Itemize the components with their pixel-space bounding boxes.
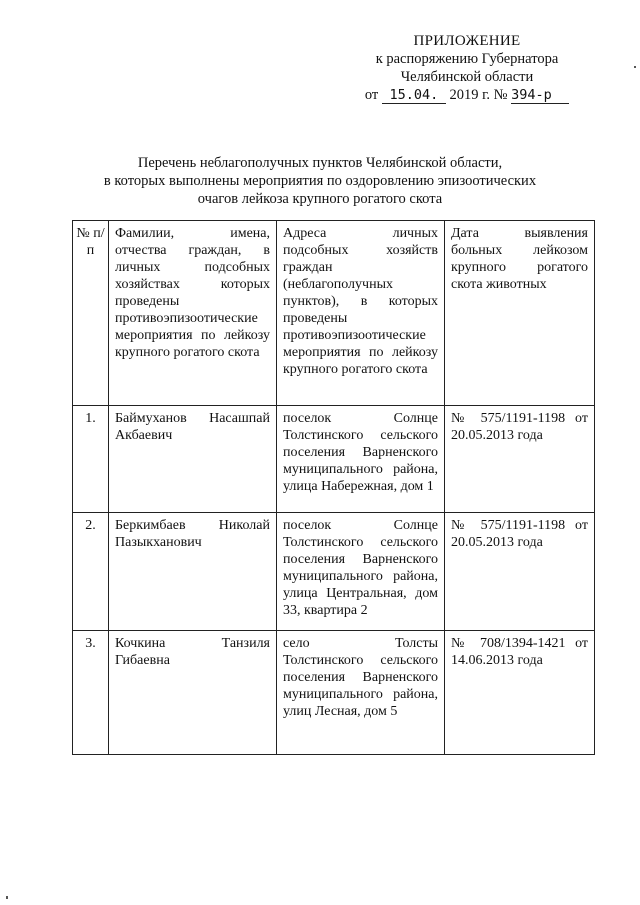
title-line-1: Перечень неблагополучных пунктов Челябинской области,: [137, 155, 503, 171]
row-number: 2.: [73, 513, 109, 631]
row-number: 1.: [73, 406, 109, 513]
order-number: 394-р: [511, 87, 552, 103]
row-address: село Толсты Толстинского сельского поселения Варненского муниципального района, улиц Лесная, дом 5: [277, 631, 445, 755]
scan-speck: [6, 896, 8, 899]
row-detection-date: № 708/1394-1421 от 14.06.2013 года: [445, 631, 595, 755]
document-title: [90, 154, 550, 208]
year-label: 2019 г. №: [449, 87, 508, 103]
appendix-date-line: [365, 86, 569, 104]
row-detection-date: № 575/1191-1198 от 20.05.2013 года: [445, 513, 595, 631]
row-owner-name: Кочкина Танзиля Гибаевна: [109, 631, 277, 755]
header-addresses: Адреса личных подсобных хозяйств граждан (неблагополучных пунктов), в которых проведены противоэпизоотические мероприятия по лейкозу крупного рогатого скота: [277, 221, 445, 406]
header-names: Фамилии, имена, отчества граждан, в личных подсобных хозяйствах которых проведены противоэпизоотические мероприятия по лейкозу крупного рогатого скота: [109, 221, 277, 406]
header-detection-date: Дата выявления больных лейкозом крупного рогатого скота животных: [445, 221, 595, 406]
appendix-block: [352, 32, 582, 104]
farms-table: [72, 220, 595, 755]
title-line-3: очагов лейкоза крупного рогатого скота: [197, 191, 443, 207]
table-row: [73, 406, 595, 513]
row-owner-name: Баймуханов Насашпай Акбаевич: [109, 406, 277, 513]
row-number: 3.: [73, 631, 109, 755]
appendix-heading: ПРИЛОЖЕНИЕ: [413, 33, 521, 49]
from-label: от: [364, 87, 379, 103]
row-owner-name: Беркимбаев Николай Пазыкханович: [109, 513, 277, 631]
table-row: [73, 631, 595, 755]
appendix-line-1: к распоряжению Губернатора: [375, 51, 559, 67]
scan-speck: [634, 66, 636, 68]
appendix-line-2: Челябинской области: [400, 69, 534, 85]
order-date: 15.04.: [389, 87, 439, 103]
title-line-2: в которых выполнены мероприятия по оздоровлению эпизоотических: [103, 173, 537, 189]
table-row: [73, 513, 595, 631]
row-address: поселок Солнце Толстинского сельского поселения Варненского муниципального района, улица Центральная, дом 33, квартира 2: [277, 513, 445, 631]
row-detection-date: № 575/1191-1198 от 20.05.2013 года: [445, 406, 595, 513]
table-header-row: [73, 221, 595, 406]
row-address: поселок Солнце Толстинского сельского поселения Варненского муниципального района, улица Набережная, дом 1: [277, 406, 445, 513]
header-number: № п/п: [73, 221, 109, 406]
